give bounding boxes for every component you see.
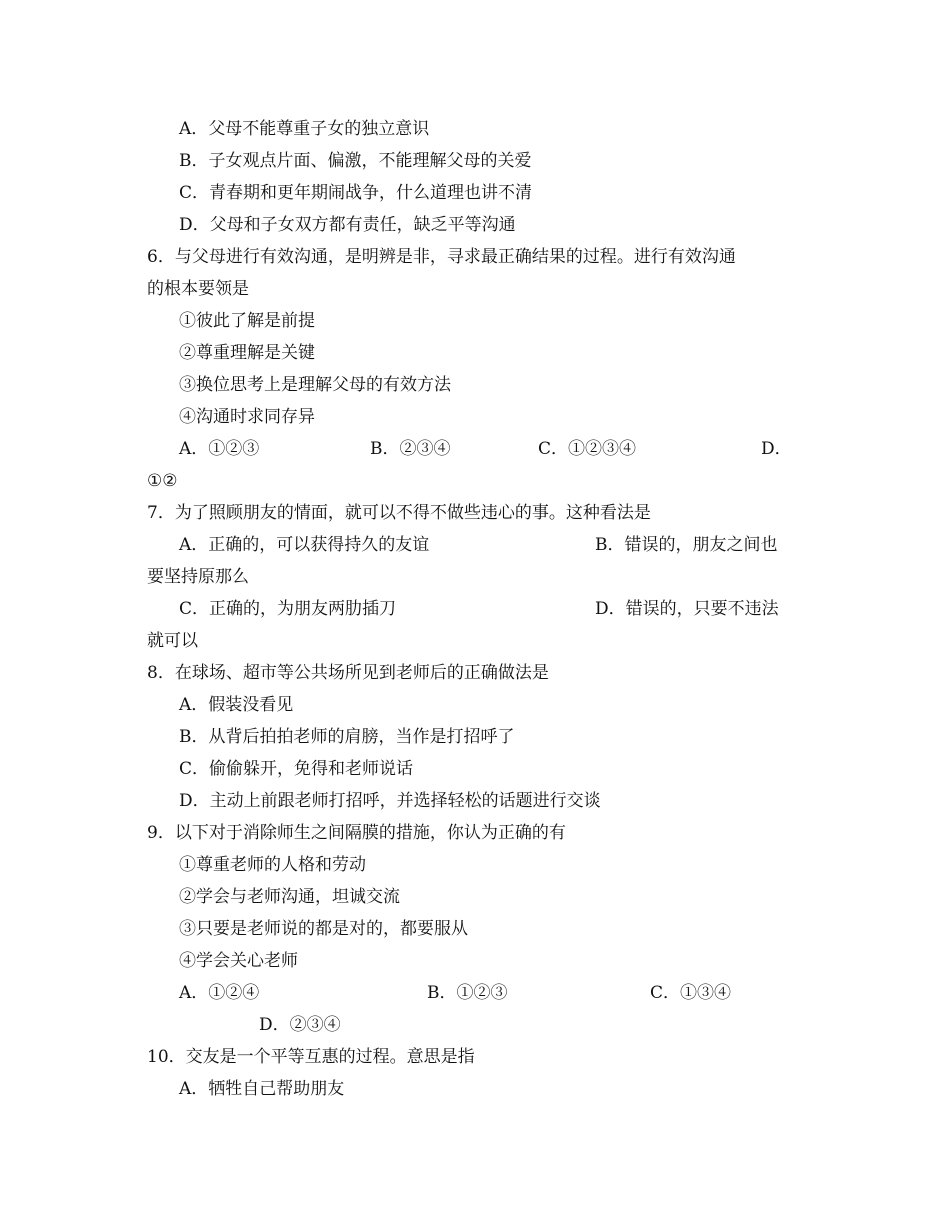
q5-option-a: A．父母不能尊重子女的独立意识 [179,119,430,139]
q7-option-d-continued: 就可以 [147,631,198,651]
q8-option-a: A．假装没看见 [179,695,294,715]
q5-option-d: D．父母和子女双方都有责任，缺乏平等沟通 [179,215,516,235]
q5-option-c: C．青春期和更年期闹战争，什么道理也讲不清 [179,183,533,203]
q7-option-d: D．错误的，只要不违法 [595,599,779,619]
q6-item-4: ④沟通时求同存异 [179,407,315,427]
q7-option-a: A．正确的，可以获得持久的友谊 [179,535,430,555]
q7-option-c: C．正确的，为朋友两肋插刀 [179,599,397,619]
q6-stem-line2: 的根本要领是 [147,279,249,299]
q6-option-a: A．①②③ [179,439,260,459]
q8-option-c: C．偷偷躲开，免得和老师说话 [179,759,414,779]
q8-option-b: B．从背后拍拍老师的肩膀，当作是打招呼了 [179,727,515,747]
q6-option-d-continued: ①② [147,471,178,491]
q9-option-a: A．①②④ [179,983,260,1003]
q8-stem: 8．在球场、超市等公共场所见到老师后的正确做法是 [147,663,549,683]
q7-option-b-continued: 要坚持原那么 [147,567,249,587]
q9-option-d: D．②③④ [259,1015,341,1035]
q9-item-1: ①尊重老师的人格和劳动 [179,855,366,875]
q9-option-b: B．①②③ [427,983,508,1003]
q6-item-3: ③换位思考上是理解父母的有效方法 [179,375,451,395]
q6-stem-line1: 6．与父母进行有效沟通，是明辨是非，寻求最正确结果的过程。进行有效沟通 [147,247,736,267]
q6-item-1: ①彼此了解是前提 [179,311,315,331]
q6-option-b: B．②③④ [370,439,451,459]
q7-stem: 7．为了照顾朋友的情面，就可以不得不做些违心的事。这种看法是 [147,503,651,523]
q6-option-c: C．①②③④ [538,439,637,459]
q10-option-a: A．牺牲自己帮助朋友 [179,1079,345,1099]
q9-option-c: C．①③④ [650,983,732,1003]
q9-item-4: ④学会关心老师 [179,951,298,971]
q6-option-d: D． [761,439,792,459]
q6-item-2: ②尊重理解是关键 [179,343,315,363]
q9-item-3: ③只要是老师说的都是对的，都要服从 [179,919,468,939]
q5-option-b: B．子女观点片面、偏激，不能理解父母的关爱 [179,151,532,171]
q10-stem: 10．交友是一个平等互惠的过程。意思是指 [147,1047,475,1067]
q8-option-d: D．主动上前跟老师打招呼，并选择轻松的话题进行交谈 [179,791,601,811]
q7-option-b: B．错误的，朋友之间也 [595,535,778,555]
q9-item-2: ②学会与老师沟通，坦诚交流 [179,887,400,907]
q9-stem: 9．以下对于消除师生之间隔膜的措施，你认为正确的有 [147,823,566,843]
